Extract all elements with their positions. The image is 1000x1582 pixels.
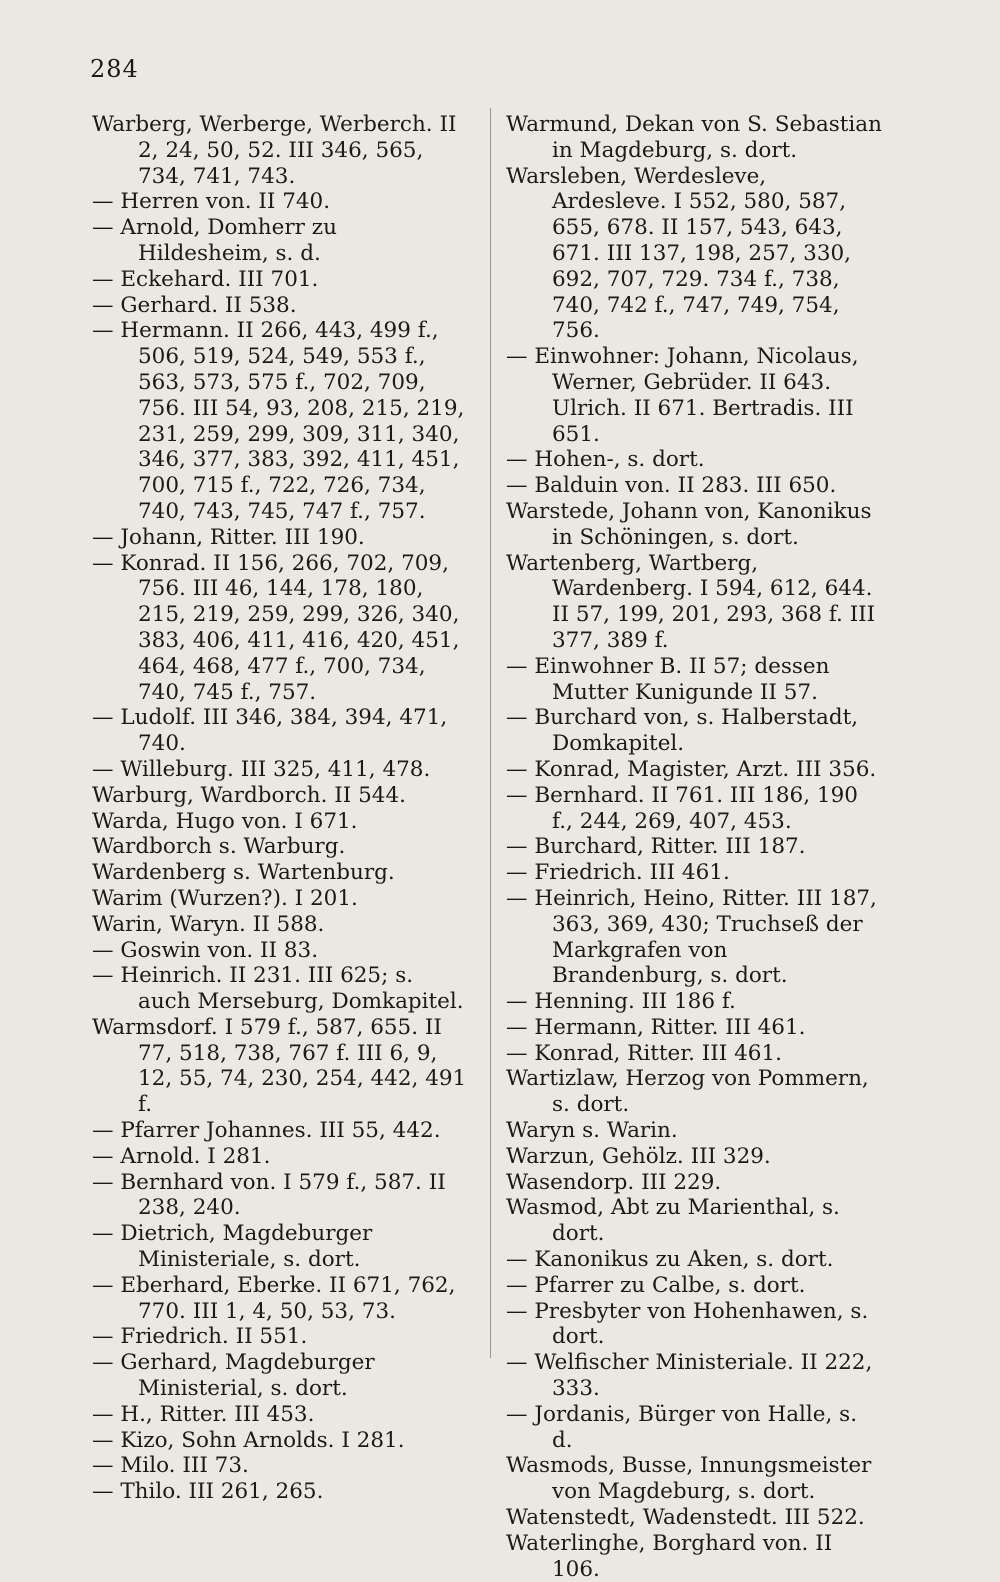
index-entry: Warin, Waryn. II 588. xyxy=(92,911,325,937)
index-entry: — Dietrich, Magdeburger Ministeriale, s. dort. xyxy=(92,1221,373,1273)
index-entry: Warda, Hugo von. I 671. xyxy=(92,808,358,834)
index-entry: Warmsdorf. I 579 f., 587, 655. II 77, 518, 738, 767 f. III 6, 9, 12, 55, 74, 230, 254, 442, 491 f. xyxy=(92,1014,467,1118)
index-entry: Watenstedt, Wadenstedt. III 522. xyxy=(506,1505,865,1531)
index-entry: Waterlinghe, Borghard von. II 106. xyxy=(506,1530,833,1582)
index-entry: — Kizo, Sohn Arnolds. I 281. xyxy=(92,1427,405,1453)
index-entry: — Hermann. II 266, 443, 499 f., 506, 519, 524, 549, 553 f., 563, 573, 575 f., 702, 709, 756. III 54, 93, 208, 215, 219, 231, 259, 299, 309, 311, 340, 346, 377, 383, 392, 411, 451, 700, 715 f., 722, 726, 734, 740, 743, 745, 747 f., 757. xyxy=(92,318,465,524)
index-entry: — Einwohner B. II 57; dessen Mutter Kunigunde II 57. xyxy=(506,653,830,705)
page-number: 284 xyxy=(90,55,139,83)
index-entry: Warzun, Gehölz. III 329. xyxy=(506,1143,771,1169)
index-entry: Waryn s. Warin. xyxy=(506,1118,678,1144)
index-entry: — Hohen-, s. dort. xyxy=(506,447,705,473)
index-entry: Warsleben, Werdesleve, Ardesleve. I 552, 580, 587, 655, 678. II 157, 543, 643, 671. III 137, 198, 257, 330, 692, 707, 729. 734 f., 738, 740, 742 f., 747, 749, 754, 756. xyxy=(506,163,852,344)
index-entry: — Gerhard. II 538. xyxy=(92,292,297,318)
index-entry: — Bernhard von. I 579 f., 587. II 238, 240. xyxy=(92,1169,446,1221)
index-entry: — Gerhard, Magdeburger Ministerial, s. dort. xyxy=(92,1350,375,1402)
index-entry: — Hermann, Ritter. III 461. xyxy=(506,1014,806,1040)
index-entry: — Arnold, Domherr zu Hildesheim, s. d. xyxy=(92,215,337,266)
index-entry: — Willeburg. III 325, 411, 478. xyxy=(92,756,431,782)
index-entry: Wardenberg s. Wartenburg. xyxy=(92,860,395,886)
index-entry: — Eberhard, Eberke. II 671, 762, 770. III 1, 4, 50, 53, 73. xyxy=(92,1272,456,1324)
index-entry: Warberg, Werberge, Werberch. II 2, 24, 50, 52. III 346, 565, 734, 741, 743. xyxy=(92,112,457,189)
index-entry: Wasmod, Abt zu Marienthal, s. dort. xyxy=(506,1195,840,1247)
index-entry: — Balduin von. II 283. III 650. xyxy=(506,473,837,499)
index-entry: Wasmods, Busse, Innungsmeister von Magdeburg, s. dort. xyxy=(506,1453,872,1505)
index-entry: — H., Ritter. III 453. xyxy=(92,1401,315,1427)
index-entry: — Johann, Ritter. III 190. xyxy=(92,524,365,550)
index-entry: Wasendorp. III 229. xyxy=(506,1169,722,1195)
index-entry: — Thilo. III 261, 265. xyxy=(92,1479,324,1505)
index-entry: — Heinrich, Heino, Ritter. III 187, 363, 369, 430; Truchseß der Markgrafen von Brandenburg, s. dort. xyxy=(506,885,877,989)
index-entry: — Pfarrer zu Calbe, s. dort. xyxy=(506,1272,806,1298)
index-entry: Wartenberg, Wartberg, Wardenberg. I 594, 612, 644. II 57, 199, 201, 293, 368 f. III 377, 389 f. xyxy=(506,550,876,653)
right-column xyxy=(506,112,882,1582)
index-entry: — Henning. III 186 f. xyxy=(506,989,736,1015)
index-entry: — Konrad, Magister, Arzt. III 356. xyxy=(506,756,877,782)
index-entry: — Ludolf. III 346, 384, 394, 471, 740. xyxy=(92,705,448,757)
index-entry: — Milo. III 73. xyxy=(92,1453,249,1479)
column-divider xyxy=(490,108,491,1358)
index-entry: — Pfarrer Johannes. III 55, 442. xyxy=(92,1118,441,1144)
index-entry: Wartizlaw, Herzog von Pommern, s. dort. xyxy=(506,1066,869,1118)
index-entry: — Friedrich. III 461. xyxy=(506,860,730,886)
index-entry: — Herren von. II 740. xyxy=(92,189,331,215)
index-entry: — Konrad. II 156, 266, 702, 709, 756. III 46, 144, 178, 180, 215, 219, 259, 299, 326, 340, 383, 406, 411, 416, 420, 451, 464, 468, 477 f., 700, 734, 740, 745 f., 757. xyxy=(92,550,460,705)
index-entry: — Presbyter von Hohenhawen, s. dort. xyxy=(506,1298,869,1350)
index-entry: — Konrad, Ritter. III 461. xyxy=(506,1040,782,1066)
index-entry: — Heinrich. II 231. III 625; s. auch Merseburg, Domkapitel. xyxy=(92,963,464,1015)
index-entry: — Kanonikus zu Aken, s. dort. xyxy=(506,1247,834,1273)
index-entry: Wardborch s. Warburg. xyxy=(92,834,346,860)
index-entry: — Friedrich. II 551. xyxy=(92,1324,308,1350)
index-entry: — Einwohner: Johann, Nicolaus, Werner, Gebrüder. II 643. Ulrich. II 671. Bertradis. III 651. xyxy=(506,344,859,447)
index-entry: — Bernhard. II 761. III 186, 190 f., 244, 269, 407, 453. xyxy=(506,782,858,834)
index-entry: — Arnold. I 281. xyxy=(92,1143,271,1169)
index-entry: — Welfischer Ministeriale. II 222, 333. xyxy=(506,1350,873,1402)
index-entry: Warburg, Wardborch. II 544. xyxy=(92,782,406,808)
index-entry: — Goswin von. II 83. xyxy=(92,937,319,963)
index-entry: — Eckehard. III 701. xyxy=(92,266,319,292)
left-column xyxy=(92,112,472,1505)
index-entry: Warmund, Dekan von S. Sebastian in Magdeburg, s. dort. xyxy=(506,112,882,163)
index-entry: — Burchard, Ritter. III 187. xyxy=(506,834,806,860)
index-entry: Warstede, Johann von, Kanonikus in Schöningen, s. dort. xyxy=(506,498,872,550)
index-entry: Warim (Wurzen?). I 201. xyxy=(92,885,358,911)
index-entry: — Jordanis, Bürger von Halle, s. d. xyxy=(506,1401,858,1453)
index-entry: — Burchard von, s. Halberstadt, Domkapitel. xyxy=(506,705,859,757)
